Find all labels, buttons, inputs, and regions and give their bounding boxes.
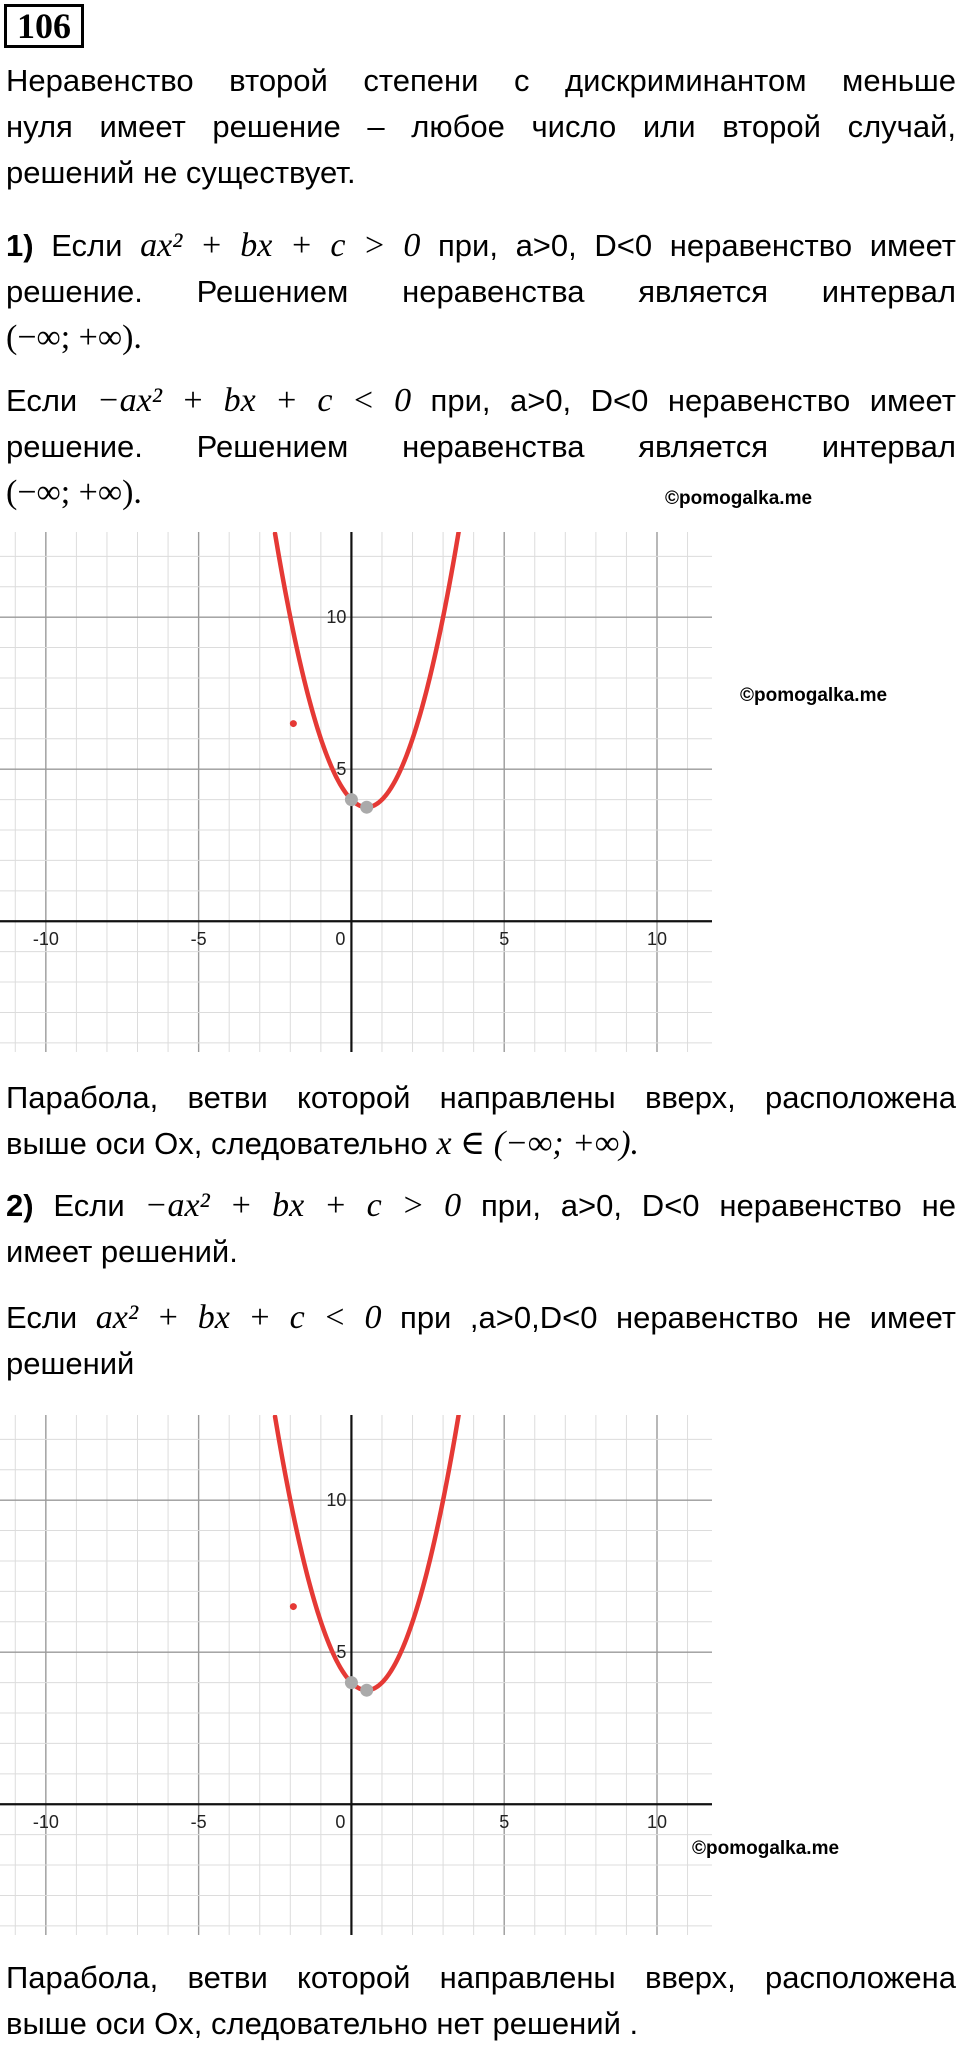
graph-1-svg <box>0 532 720 1052</box>
task-number: 106 <box>4 4 84 48</box>
conclusion1-math: x ∈ (−∞; +∞). <box>436 1125 640 1162</box>
graph-point <box>345 793 358 806</box>
case2-if-2: Если <box>6 1300 78 1335</box>
intro-line-1: Неравенство второй степени с дискриминантом меньше <box>6 63 956 98</box>
conclusion2-paragraph <box>6 1955 956 2047</box>
conclusion2-line-2: выше оси Ox, следовательно нет решений . <box>6 2006 639 2041</box>
watermark-3: ©pomogalka.me <box>692 1838 840 1859</box>
case1-paragraph-b <box>6 378 956 516</box>
intro-line-3: решений не существует. <box>6 155 356 190</box>
case1-interval-1: (−∞; +∞). <box>6 319 142 356</box>
graph-point <box>360 801 373 814</box>
case1-interval-2: (−∞; +∞). <box>6 474 142 511</box>
graph-point <box>345 1676 358 1689</box>
conclusion1-paragraph <box>6 1075 956 1167</box>
x-tick-label: -10 <box>32 1812 59 1833</box>
x-tick-label: 0 <box>335 1812 346 1833</box>
conclusion1-line-2: выше оси Ox, следовательно <box>6 1126 428 1161</box>
x-tick-label: 10 <box>646 929 668 950</box>
graph-2-svg <box>0 1415 720 1935</box>
graph-point <box>360 1684 373 1697</box>
y-tick-label: 5 <box>336 1642 347 1663</box>
x-tick-label: 0 <box>335 929 346 950</box>
intro-line-2: нуля имеет решение – любое число или второй случай, <box>6 109 956 144</box>
case1-condition-2: при, a>0, D<0 неравенство имеет <box>430 383 956 418</box>
case1-line-5: решение. Решением неравенства является интервал <box>6 429 956 464</box>
graph-1 <box>0 532 720 1052</box>
case1-if-2: Если <box>6 383 78 418</box>
case1-line-2: решение. Решением неравенства является интервал <box>6 274 956 309</box>
case1-if-1: Если <box>51 228 123 263</box>
graph-point <box>290 1603 297 1610</box>
case2-paragraph-b <box>6 1295 956 1387</box>
y-tick-label: 5 <box>336 759 347 780</box>
case1-marker: 1) <box>6 228 34 263</box>
case2-paragraph <box>6 1183 956 1275</box>
case1-paragraph <box>6 223 956 361</box>
intro-paragraph <box>6 58 956 196</box>
x-tick-label: 5 <box>499 929 510 950</box>
case1-formula-1: ax² + bx + c > 0 <box>140 227 421 264</box>
case2-line-2: имеет решений. <box>6 1234 238 1269</box>
x-tick-label: -10 <box>32 929 59 950</box>
case2-marker: 2) <box>6 1188 34 1223</box>
parabola-curve <box>275 1415 461 1690</box>
case2-line-4: решений <box>6 1346 135 1381</box>
x-tick-label: 10 <box>646 1812 668 1833</box>
parabola-curve <box>275 532 461 807</box>
y-tick-label: 10 <box>326 607 347 628</box>
graph-2 <box>0 1415 720 1935</box>
case1-condition-1: при, a>0, D<0 неравенство имеет <box>438 228 957 263</box>
case2-condition-2: при ,a>0,D<0 неравенство не имеет <box>400 1300 957 1335</box>
conclusion2-line-1: Парабола, ветви которой направлены вверх, расположена <box>6 1960 956 1995</box>
graph-point <box>290 720 297 727</box>
conclusion1-line-1: Парабола, ветви которой направлены вверх, расположена <box>6 1080 956 1115</box>
y-tick-label: 10 <box>326 1490 347 1511</box>
x-tick-label: -5 <box>190 1812 207 1833</box>
case2-formula-1: −ax² + bx + c > 0 <box>144 1187 462 1224</box>
case2-condition-1: при, a>0, D<0 неравенство не <box>480 1188 956 1223</box>
case1-formula-2: −ax² + bx + c < 0 <box>96 382 412 419</box>
case2-if-1: Если <box>53 1188 125 1223</box>
x-tick-label: -5 <box>190 929 207 950</box>
watermark-2: ©pomogalka.me <box>740 685 888 706</box>
watermark-1: ©pomogalka.me <box>665 488 813 509</box>
case2-formula-2: ax² + bx + c < 0 <box>95 1299 382 1336</box>
x-tick-label: 5 <box>499 1812 510 1833</box>
